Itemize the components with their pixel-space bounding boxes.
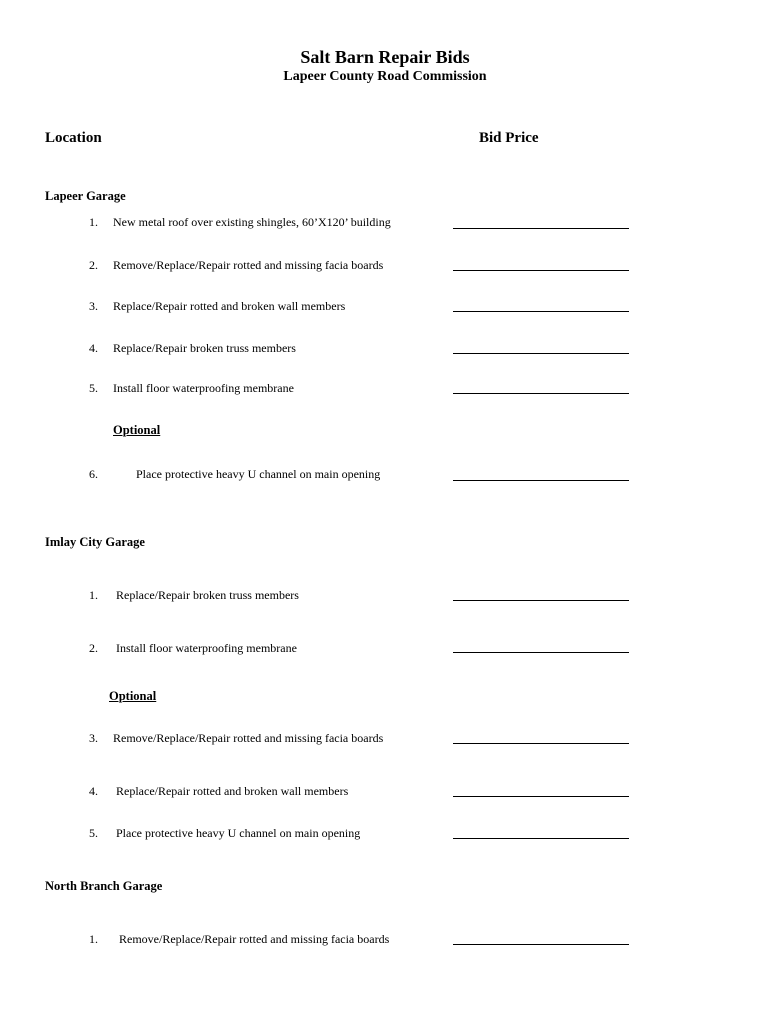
section-heading-lapeer-garage: Lapeer Garage <box>45 189 126 203</box>
bid-price-blank[interactable] <box>453 838 629 839</box>
item-description: New metal roof over existing shingles, 60’X120’ building <box>113 215 391 229</box>
item-number: 4. <box>89 341 98 355</box>
column-header-bid-price: Bid Price <box>479 130 539 146</box>
bid-price-blank[interactable] <box>453 270 629 271</box>
item-description: Replace/Repair rotted and broken wall members <box>113 299 346 313</box>
section-heading-north-branch-garage: North Branch Garage <box>45 879 163 893</box>
bid-price-blank[interactable] <box>453 652 629 653</box>
bid-price-blank[interactable] <box>453 480 629 481</box>
item-description: Remove/Replace/Repair rotted and missing facia boards <box>113 258 384 272</box>
item-description: Replace/Repair rotted and broken wall members <box>116 784 349 798</box>
item-description: Install floor waterproofing membrane <box>113 381 294 395</box>
bid-price-blank[interactable] <box>453 353 629 354</box>
item-description: Install floor waterproofing membrane <box>116 641 297 655</box>
item-number: 3. <box>89 299 98 313</box>
item-number: 6. <box>89 467 98 481</box>
page-title: Salt Barn Repair Bids <box>300 47 470 67</box>
bid-price-blank[interactable] <box>453 228 629 229</box>
item-number: 5. <box>89 826 98 840</box>
item-description: Replace/Repair broken truss members <box>113 341 296 355</box>
item-number: 1. <box>89 932 98 946</box>
item-description: Replace/Repair broken truss members <box>116 588 299 602</box>
item-number: 5. <box>89 381 98 395</box>
bid-price-blank[interactable] <box>453 600 629 601</box>
bid-price-blank[interactable] <box>453 743 629 744</box>
item-description: Place protective heavy U channel on main opening <box>136 467 381 481</box>
item-number: 3. <box>89 731 98 745</box>
optional-label: Optional <box>113 423 161 437</box>
item-number: 2. <box>89 258 98 272</box>
item-number: 1. <box>89 215 98 229</box>
page-subtitle: Lapeer County Road Commission <box>283 69 487 84</box>
item-number: 2. <box>89 641 98 655</box>
item-description: Place protective heavy U channel on main opening <box>116 826 361 840</box>
item-number: 1. <box>89 588 98 602</box>
item-number: 4. <box>89 784 98 798</box>
bid-price-blank[interactable] <box>453 944 629 945</box>
optional-label: Optional <box>109 689 157 703</box>
column-header-location: Location <box>45 130 102 146</box>
item-description: Remove/Replace/Repair rotted and missing facia boards <box>119 932 390 946</box>
item-description: Remove/Replace/Repair rotted and missing facia boards <box>113 731 384 745</box>
section-heading-imlay-city-garage: Imlay City Garage <box>45 535 145 549</box>
bid-price-blank[interactable] <box>453 393 629 394</box>
bid-price-blank[interactable] <box>453 311 629 312</box>
bid-price-blank[interactable] <box>453 796 629 797</box>
